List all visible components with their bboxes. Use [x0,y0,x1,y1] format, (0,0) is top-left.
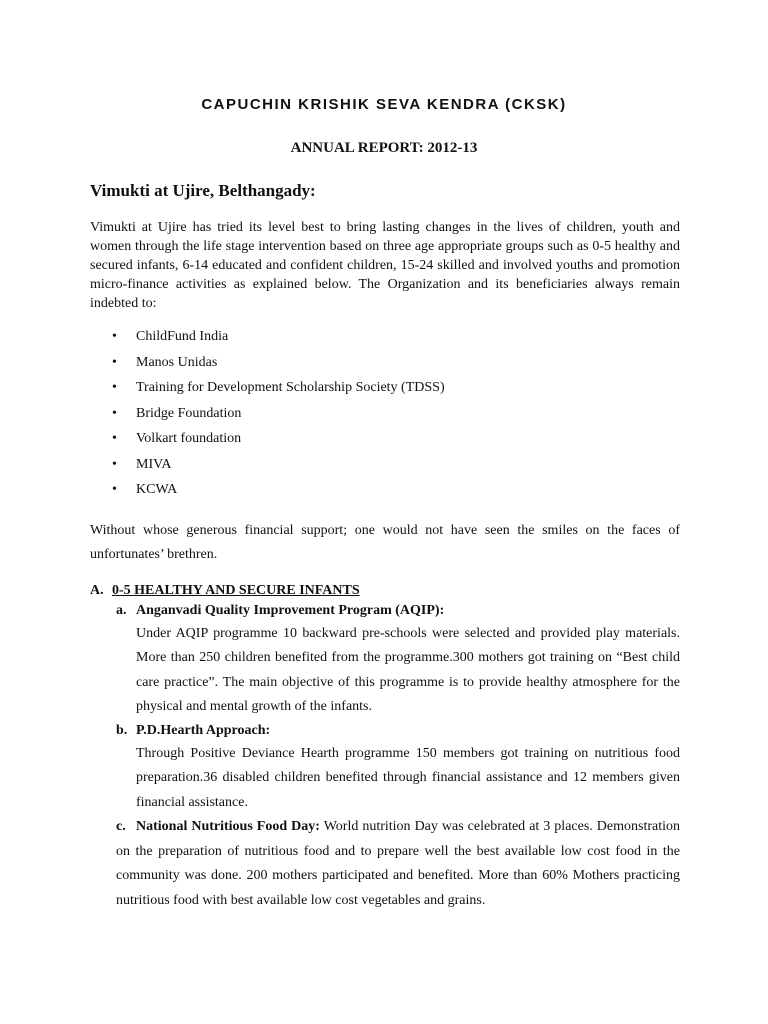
donor-list [90,328,680,507]
donor-name: Manos Unidas [136,354,218,370]
donor-name: MIVA [136,456,172,472]
bullet-icon: • [112,329,117,344]
part-a-letter: A. [90,582,104,598]
subsection-a [116,600,680,720]
closing-paragraph: Without whose generous financial support; one would not have seen the smiles on the faces of unfortunates’ brethren. [90,522,680,562]
subsection-body: Under AQIP programme 10 backward pre-schools were selected and provided play materials. More than 250 children benefited from the programme.300 mothers got training on “Best child care practice”. The main objective of this programme is to provide healthy atmosphere for the physical and mental growth of the infants. [136,625,680,714]
intro-paragraph: Vimukti at Ujire has tried its level best to bring lasting changes in the lives of children, youth and women through the life stage intervention based on three age appropriate groups such as 0-5 healthy and secured infants, 6-14 educated and confident children, 15-24 skilled and involved youths and promotion micro-finance activities as explained below. The Organization and its beneficiaries always remain indebted to: [90,220,680,311]
subsection-title: P.D.Hearth Approach: [136,722,271,738]
donor-name: Volkart foundation [136,431,242,446]
subsection-letter: a. [116,602,127,618]
report-title: ANNUAL REPORT: 2012-13 [290,140,478,156]
donor-name: ChildFund India [136,329,229,344]
donor-name: Bridge Foundation [136,405,242,421]
bullet-icon: • [112,380,117,395]
part-a-heading [90,581,680,600]
list-item [90,405,680,431]
section-heading: Vimukti at Ujire, Belthangady: [90,181,316,200]
list-item [90,430,680,456]
subsection-letter: c. [116,819,126,834]
organization-title: CAPUCHIN KRISHIK SEVA KENDRA (CKSK) [201,96,567,113]
donor-name: Training for Development Scholarship Society (TDSS) [136,380,445,395]
list-item [90,481,680,507]
subsection-body: Through Positive Deviance Hearth programme 150 members got training on nutritious food preparation.36 disabled children benefited through financial assistance and 12 members given financial assistance. [136,745,680,810]
subsection-b [116,720,680,816]
bullet-icon: • [112,482,117,497]
subsection-heading [116,720,680,742]
document-body [90,180,680,913]
subsection-title: Anganvadi Quality Improvement Program (AQIP): [136,602,445,618]
bullet-icon: • [112,431,117,446]
part-a-title: 0-5 HEALTHY AND SECURE INFANTS [112,582,360,598]
donor-name: KCWA [136,482,178,497]
subsection-title: National Nutritious Food Day: [136,819,320,834]
list-item [90,379,680,405]
subsection-c [116,815,680,913]
subsection-body: World nutrition Day was celebrated at 3 places. Demonstration on the preparation of nutritious food and to prepare well the best available low cost food in the community was done. 200 mothers participated and benefited. More than 60% Mothers practicing nutritious food with best available low cost vegetables and grains. [116,819,681,908]
subsection-letter: b. [116,722,128,738]
bullet-icon: • [112,354,117,370]
bullet-icon: • [112,405,117,421]
list-item [90,328,680,354]
subsection-heading [116,600,680,622]
list-item [90,456,680,482]
list-item [90,354,680,380]
bullet-icon: • [112,456,117,472]
